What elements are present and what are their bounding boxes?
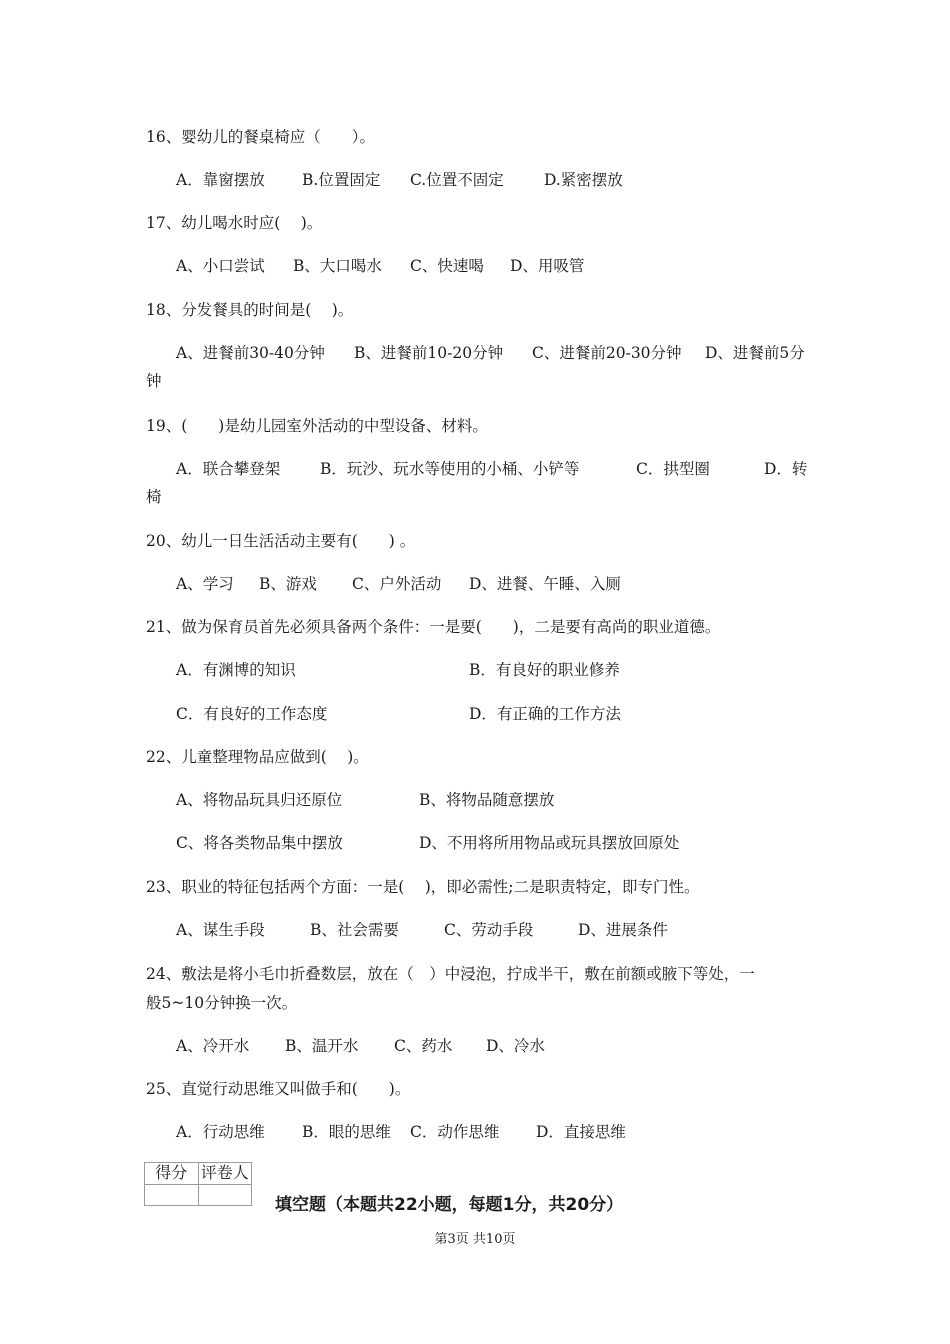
question-20-option-a: A、学习 xyxy=(176,575,234,593)
question-23-option-a: A、谋生手段 xyxy=(176,921,265,939)
question-23-stem: 23、职业的特征包括两个方面：一是( )，即必需性;二是职责特定，即专门性。 xyxy=(146,878,700,896)
question-21-option-a: A．有渊博的知识 xyxy=(176,661,296,679)
question-21-option-c: C．有良好的工作态度 xyxy=(176,705,328,723)
question-25-option-b: B．眼的思维 xyxy=(302,1123,391,1141)
page-footer: 第3页 共10页 xyxy=(434,1232,516,1247)
grader-cell[interactable] xyxy=(198,1184,252,1206)
question-16-option-d: D.紧密摆放 xyxy=(544,171,623,189)
question-18-option-b: B、进餐前10-20分钟 xyxy=(354,344,504,362)
question-23-option-d: D、进展条件 xyxy=(578,921,668,939)
question-24-option-b: B、温开水 xyxy=(285,1037,359,1055)
question-18-option-c: C、进餐前20-30分钟 xyxy=(532,344,682,362)
question-24-option-d: D、冷水 xyxy=(486,1037,545,1055)
question-23-option-c: C、劳动手段 xyxy=(444,921,534,939)
question-16-option-b: B.位置固定 xyxy=(302,171,381,189)
question-23-option-b: B、社会需要 xyxy=(310,921,399,939)
question-22-stem: 22、儿童整理物品应做到( )。 xyxy=(146,748,369,766)
question-19-option-a: A．联合攀登架 xyxy=(176,460,281,478)
question-17-option-c: C、快速喝 xyxy=(410,257,484,275)
score-header: 得分 xyxy=(145,1163,199,1185)
question-25-option-a: A．行动思维 xyxy=(176,1123,265,1141)
question-19-wrap: 椅 xyxy=(146,488,162,506)
question-20-option-d: D、进餐、午睡、入厕 xyxy=(469,575,621,593)
question-24-option-c: C、药水 xyxy=(394,1037,453,1055)
section-title: 填空题（本题共22小题，每题1分，共20分） xyxy=(275,1195,624,1215)
question-19-stem: 19、( )是幼儿园室外活动的中型设备、材料。 xyxy=(146,417,488,435)
question-18-option-a: A、进餐前30-40分钟 xyxy=(176,344,325,362)
question-24-option-a: A、冷开水 xyxy=(176,1037,250,1055)
question-19-option-c: C．拱型圈 xyxy=(636,460,710,478)
question-17-option-d: D、用吸管 xyxy=(510,257,585,275)
question-25-option-c: C．动作思维 xyxy=(410,1123,500,1141)
question-17-stem: 17、幼儿喝水时应( )。 xyxy=(146,214,323,232)
question-16-stem: 16、婴幼儿的餐桌椅应（ ）。 xyxy=(146,128,375,146)
question-19-option-d: D．转 xyxy=(764,460,808,478)
question-25-stem: 25、直觉行动思维又叫做手和( )。 xyxy=(146,1080,411,1098)
question-17-option-a: A、小口尝试 xyxy=(176,257,265,275)
score-cell[interactable] xyxy=(145,1184,199,1206)
question-17-option-b: B、大口喝水 xyxy=(293,257,382,275)
question-25-option-d: D．直接思维 xyxy=(536,1123,626,1141)
question-19-option-b: B．玩沙、玩水等使用的小桶、小铲等 xyxy=(320,460,580,478)
question-21-option-b: B．有良好的职业修养 xyxy=(469,661,620,679)
question-21-option-d: D．有正确的工作方法 xyxy=(469,705,621,723)
question-20-option-c: C、户外活动 xyxy=(352,575,442,593)
question-16-option-a: A．靠窗摆放 xyxy=(176,171,265,189)
question-20-stem: 20、幼儿一日生活活动主要有( ) 。 xyxy=(146,532,416,550)
question-21-stem: 21、做为保育员首先必须具备两个条件：一是要( )，二是要有高尚的职业道德。 xyxy=(146,618,721,636)
question-18-stem: 18、分发餐具的时间是( )。 xyxy=(146,301,354,319)
question-24-stem-continued: 般5~10分钟换一次。 xyxy=(146,994,298,1012)
question-24-stem: 24、敷法是将小毛巾折叠数层，放在（ ）中浸泡，拧成半干，敷在前额或腋下等处，一 xyxy=(146,965,755,983)
question-22-option-d: D、不用将所用物品或玩具摆放回原处 xyxy=(419,834,680,852)
score-table xyxy=(144,1162,252,1206)
question-22-option-b: B、将物品随意摆放 xyxy=(419,791,555,809)
grader-header: 评卷人 xyxy=(198,1163,252,1185)
question-18-option-d: D、进餐前5分 xyxy=(705,344,805,362)
question-18-wrap: 钟 xyxy=(146,372,162,390)
question-16-option-c: C.位置不固定 xyxy=(410,171,504,189)
question-22-option-c: C、将各类物品集中摆放 xyxy=(176,834,343,852)
question-22-option-a: A、将物品玩具归还原位 xyxy=(176,791,343,809)
question-20-option-b: B、游戏 xyxy=(259,575,317,593)
